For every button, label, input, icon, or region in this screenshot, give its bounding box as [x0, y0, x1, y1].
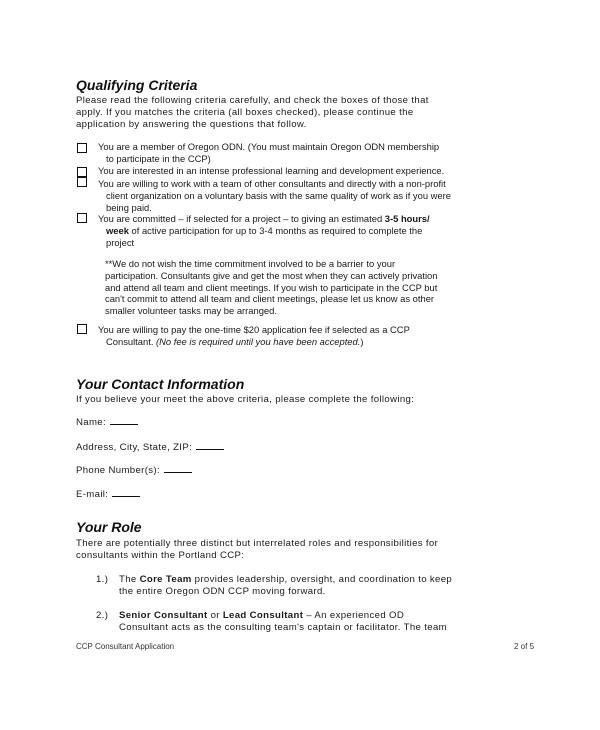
text: – An experienced OD — [303, 610, 405, 621]
email-field[interactable] — [76, 489, 140, 501]
criteria-item — [98, 324, 538, 348]
text-line: the entire Oregon ODN CCP moving forward. — [119, 586, 326, 597]
bold-text: 3-5 hours/ — [384, 213, 430, 224]
address-field[interactable] — [76, 442, 224, 454]
qualifying-intro — [76, 95, 429, 131]
email-blank[interactable] — [112, 496, 140, 497]
text-line: You are willing to pay the one-time $20 application fee if selected as a CCP — [98, 324, 410, 335]
text-line: client organization on a voluntary basis with the same quality of work as if you were — [106, 189, 451, 201]
text-line: apply. If you matches the criteria (all boxes checked), please continue the — [76, 107, 414, 118]
text: of active participation for up to 3-4 months as required to complete the — [128, 224, 423, 236]
name-blank[interactable] — [110, 424, 138, 425]
text-line: can't commit to attend all team and client meetings, please let us know as other — [105, 293, 435, 305]
field-label: Name: — [76, 417, 107, 428]
criteria-item — [98, 141, 538, 165]
checkbox-interested[interactable] — [77, 167, 87, 177]
text: or — [207, 610, 223, 621]
checkbox-application-fee[interactable] — [77, 324, 87, 334]
text-line: and attend all team and client meetings. If you wish to participate in the CCP but — [105, 281, 438, 293]
text: You are committed – if selected for a project – to giving an estimated — [98, 213, 385, 224]
criteria-item — [98, 213, 538, 248]
footer-title: CCP Consultant Application — [76, 642, 175, 651]
text-line: Consultant acts as the consulting team's captain or facilitator. The team — [119, 622, 447, 633]
phone-blank[interactable] — [164, 472, 192, 473]
text-line: Please read the following criteria carefully, and check the boxes of those that — [76, 95, 429, 106]
text: Consultant. — [106, 335, 157, 347]
text: provides leadership, oversight, and coordination to keep — [191, 574, 453, 585]
page-number: 2 of 5 — [514, 642, 535, 651]
contact-intro: If you believe your meet the above criteria, please complete the following: — [76, 394, 415, 405]
text-line: participation. Consultants give and get the most when they can actively privation — [105, 269, 438, 281]
bold-text: Core Team — [139, 574, 192, 585]
text-line: consultants within the Portland CCP: — [76, 550, 245, 561]
name-field[interactable] — [76, 417, 138, 429]
text-line: smaller volunteer tasks may be arranged. — [105, 305, 277, 317]
criteria-item — [98, 178, 538, 213]
field-label: E-mail: — [76, 489, 109, 500]
address-blank[interactable] — [196, 449, 224, 450]
text-line: to participate in the CCP) — [106, 152, 211, 164]
text: ) — [360, 335, 364, 347]
time-commitment-note — [105, 258, 535, 317]
section-heading-contact: Your Contact Information — [76, 376, 245, 392]
bold-text: Lead Consultant — [222, 610, 304, 621]
checkbox-committed[interactable] — [77, 213, 87, 223]
phone-field[interactable] — [76, 465, 192, 477]
role-intro — [76, 538, 438, 562]
bold-text: Senior Consultant — [119, 610, 208, 621]
text-line: You are a member of Oregon ODN. (You must maintain Oregon ODN membership — [98, 141, 440, 152]
text-line: You are interested in an intense professional learning and development experience. — [98, 165, 445, 176]
field-label: Phone Number(s): — [76, 465, 160, 476]
text-line: project — [106, 236, 135, 248]
italic-text: (No fee is required until you have been accepted. — [156, 335, 361, 347]
text-line: There are potentially three distinct but interrelated roles and responsibilities for — [76, 538, 439, 549]
text-line: application by answering the questions that follow. — [76, 119, 307, 130]
checkbox-odn-member[interactable] — [77, 143, 87, 153]
role-item-2-number: 2.) — [96, 610, 109, 621]
role-item-2 — [119, 610, 447, 634]
section-heading-role: Your Role — [76, 519, 142, 535]
checkbox-willing-team[interactable] — [77, 177, 87, 187]
field-label: Address, City, State, ZIP: — [76, 442, 193, 453]
role-item-1-number: 1.) — [96, 574, 109, 585]
criteria-item — [98, 165, 538, 177]
bold-text: week — [106, 224, 129, 236]
text-line: You are willing to work with a team of other consultants and directly with a non-profit — [98, 178, 446, 189]
text-line: being paid. — [106, 201, 152, 213]
role-item-1 — [119, 574, 452, 598]
text: The — [119, 574, 140, 585]
section-heading-qualifying: Qualifying Criteria — [76, 77, 198, 93]
text-line: **We do not wish the time commitment involved to be a barrier to your — [105, 258, 396, 269]
